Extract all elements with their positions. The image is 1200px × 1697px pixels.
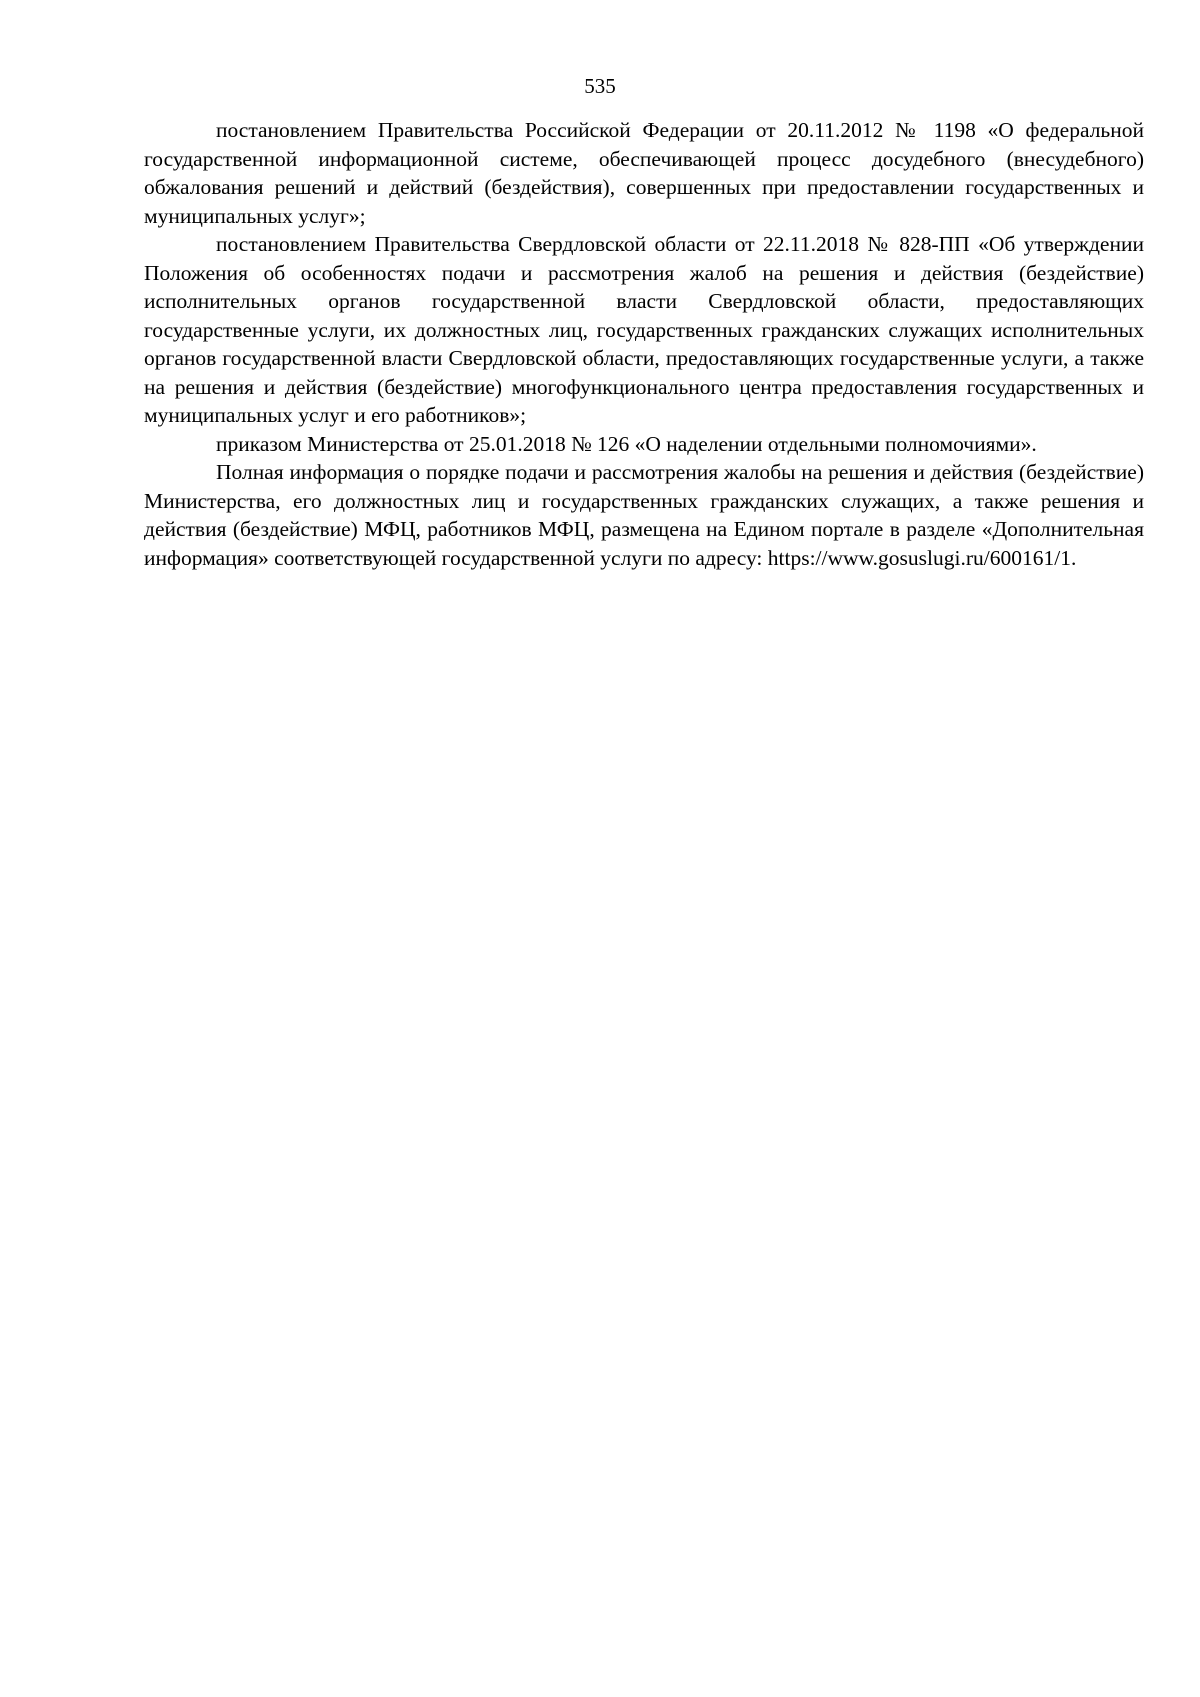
paragraph-federal-resolution: постановлением Правительства Российской Федерации от 20.11.2012 № 1198 «О федеральной государственной информационной системе, обеспечивающей процесс досудебного (внесудебного) обжалования решений и действий (бездействия), совершенных при предоставлении государственных и муниципальных услуг»;: [144, 118, 1144, 228]
paragraph-full-information: Полная информация о порядке подачи и рассмотрения жалобы на решения и действия (бездействие) Министерства, его должностных лиц и государственных гражданских служащих, а также решения и действия (бездействие) МФЦ, работников МФЦ, размещена на Едином портале в разделе «Дополнительная информация» соответствующей государственной услуги по адресу: https://www.gosuslugi.ru/600161/1.: [144, 460, 1144, 570]
paragraph-ministry-order: приказом Министерства от 25.01.2018 № 126 «О наделении отдельными полномочиями».: [216, 431, 1037, 456]
page-number: 535: [584, 74, 616, 98]
paragraph-regional-resolution: постановлением Правительства Свердловской области от 22.11.2018 № 828-ПП «Об утверждении Положения об особенностях подачи и рассмотрения жалоб на решения и действия (бездействие) исполнительных органов государственной власти Свердловской области, предоставляющих государственные услуги, их должностных лиц, государственных гражданских служащих исполнительных органов государственной власти Свердловской области, предоставляющих государственные услуги, а также на решения и действия (бездействие) многофункционального центра предоставления государственных и муниципальных услуг и его работников»;: [144, 232, 1144, 427]
document-body: [144, 116, 1144, 572]
